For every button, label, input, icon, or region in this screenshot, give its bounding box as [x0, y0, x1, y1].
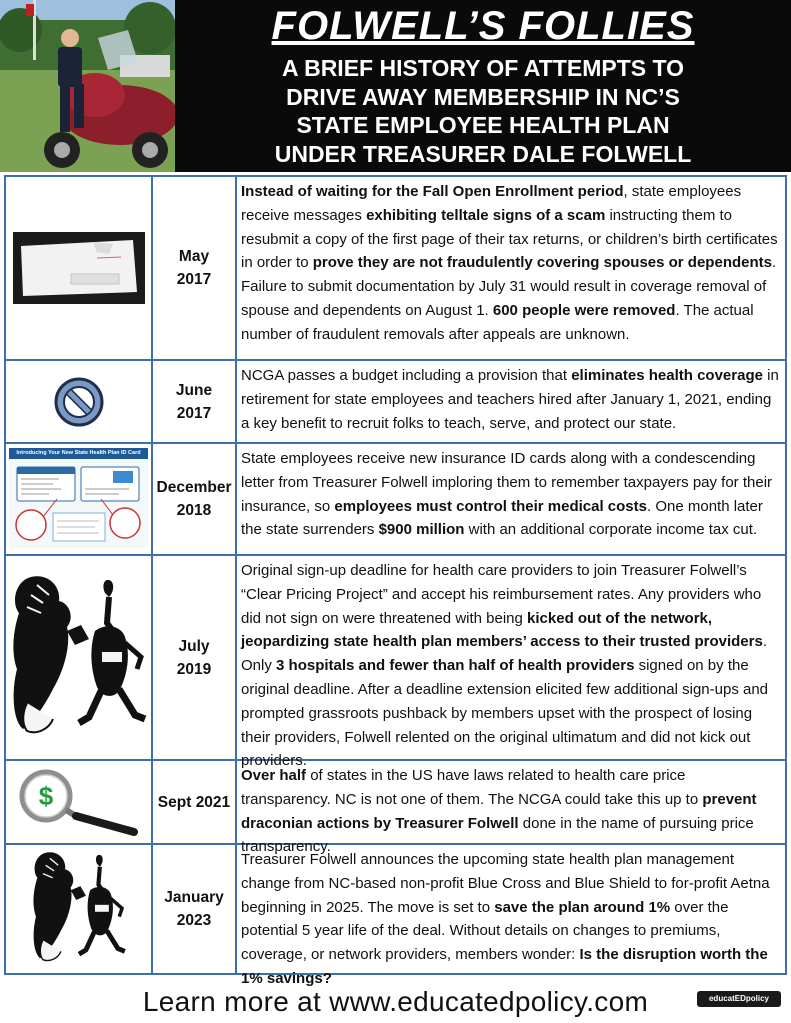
magnifier-dollar-icon — [16, 766, 142, 838]
emphasis-text: kicked out of the network, jeopardizing state health plan members’ access to their trusted providers — [241, 609, 763, 651]
envelope-icon — [13, 232, 145, 304]
date-month: Sept 2021 — [157, 793, 231, 811]
date-month: June — [175, 381, 213, 399]
body-text: State employees receive new insurance ID cards along with a condescending letter from Treasurer Folwell imploring them to remember taxpayers pay for their insurance, so — [241, 450, 773, 515]
emphasis-text: save the plan around 1% — [494, 898, 671, 916]
kicked-figure-icon — [24, 850, 134, 968]
id-card-flyer-icon — [9, 448, 148, 548]
row-date — [153, 177, 237, 359]
flyer-title: Introducing Your New State Health Plan ID Card — [9, 448, 148, 459]
row-date — [153, 845, 237, 973]
prohibited-icon — [52, 375, 106, 429]
svg-text:$: $ — [38, 781, 53, 811]
date-month: July — [178, 637, 210, 655]
row-image-cell — [6, 444, 153, 554]
educatedpolicy-logo: educatEDpolicy — [697, 991, 781, 1007]
subtitle-line: UNDER TREASURER DALE FOLWELL — [274, 140, 692, 167]
row-image-cell — [6, 361, 153, 442]
row-date — [153, 361, 237, 442]
row-image-cell — [6, 845, 153, 973]
body-text: of states in the US have laws related to health care price transparency. NC is not one of them. The NCGA could take this up to — [241, 767, 703, 808]
row-image-cell — [6, 556, 153, 759]
photo-man-on-motorcycle — [0, 0, 175, 172]
kicked-figure-icon — [9, 573, 149, 743]
body-text: NCGA passes a budget including a provision that — [241, 367, 572, 384]
body-text: . The actual number of fraudulent removals after appeals are unknown. — [241, 301, 754, 343]
subtitle-line: A BRIEF HISTORY OF ATTEMPTS TO — [281, 55, 685, 81]
date-month: May — [178, 248, 210, 265]
emphasis-text: 3 hospitals and fewer than half of health providers — [276, 657, 635, 675]
date-year: 2017 — [176, 404, 212, 422]
body-text: . Failure to submit documentation by July 31 would result in coverage removal of spouse and dependents on August 1. — [241, 254, 777, 319]
emphasis-text: 600 people were removed — [492, 301, 676, 319]
row-date — [153, 556, 237, 759]
timeline-row — [6, 177, 785, 361]
row-date — [153, 444, 237, 554]
row-description — [239, 361, 785, 442]
date-month: December — [156, 479, 232, 496]
emphasis-text: prove they are not fraudulently covering spouses or dependents — [312, 254, 772, 272]
timeline-row — [6, 556, 785, 770]
row-image-cell — [6, 177, 153, 359]
date-year: 2023 — [176, 912, 212, 929]
body-text: with an additional corporate income tax cut. — [464, 521, 758, 539]
body-text: . One month later the state surrenders — [241, 497, 763, 539]
footer — [0, 980, 791, 1023]
header-banner — [0, 0, 791, 172]
body-text: , state employees receive messages — [241, 183, 742, 224]
timeline-row — [6, 444, 785, 556]
page-title: FOLWELL’S FOLLIES — [271, 4, 695, 48]
body-text: done in the name of pursuing price transparency. — [241, 814, 754, 856]
body-text: . Only — [241, 633, 767, 675]
timeline-table — [4, 175, 787, 987]
page-subtitle — [175, 54, 791, 168]
date-year: 2018 — [176, 502, 212, 519]
emphasis-text: exhibiting telltale signs of a scam — [366, 206, 606, 224]
emphasis-text: Is the disruption worth the 1% savings? — [241, 946, 768, 987]
emphasis-text: employees must control their medical costs — [334, 497, 647, 515]
subtitle-line: DRIVE AWAY MEMBERSHIP IN NC’S — [286, 83, 680, 110]
emphasis-text: prevent draconian actions by Treasurer Folwell — [241, 790, 757, 832]
date-year: 2017 — [176, 271, 212, 288]
date-month: January — [164, 889, 224, 906]
date-year: 2019 — [176, 660, 212, 678]
body-text: over the potential 5 year life of the deal. Without details on changes to premiums, coverage, or network providers, members wonder: — [241, 898, 729, 964]
title-block — [175, 0, 791, 172]
emphasis-text: Over half — [241, 767, 307, 784]
row-description — [239, 444, 785, 554]
emphasis-text: Instead of waiting for the Fall Open Enrollment period — [241, 183, 624, 200]
emphasis-text: $900 million — [378, 521, 465, 539]
row-description — [239, 556, 785, 770]
website-link[interactable]: Learn more at www.educatedpolicy.com — [142, 986, 649, 1017]
body-text: Treasurer Folwell announces the upcoming state health plan management change from NC-based non-profit Blue Cross and Blue Shield to for-profit Aetna beginning in 2025. The move is set to — [241, 851, 770, 916]
timeline-row — [6, 761, 785, 856]
body-text: Original sign-up deadline for health care providers to join Treasurer Folwell’s “Clear Pricing Project” and accept his reimbursement rates. Any providers who did not sign on were threatened with being — [241, 562, 762, 627]
body-text: in retirement for state employees and teachers hired after January 1, 2021, ending a key benefit to recruit folks to teach, serve, and protect our state. — [241, 367, 779, 432]
emphasis-text: eliminates health coverage — [571, 367, 763, 384]
row-image-cell — [6, 761, 153, 843]
subtitle-line: STATE EMPLOYEE HEALTH PLAN — [296, 112, 670, 138]
timeline-row — [6, 845, 785, 987]
body-text: signed on by the original deadline. After a deadline extension elicited few additional sign-ups and prompted grassroots pushback by members upset with the prospect of losing their providers, Folwell relented on the original ultimatum and did not kick out providers. — [241, 657, 769, 770]
row-description — [239, 761, 785, 856]
row-description — [239, 177, 785, 359]
row-date — [153, 761, 237, 843]
timeline-row — [6, 361, 785, 444]
body-text: instructing them to resubmit a copy of the first page of their tax returns, or children’s birth certificates in order to — [241, 206, 778, 272]
row-description — [239, 845, 785, 987]
